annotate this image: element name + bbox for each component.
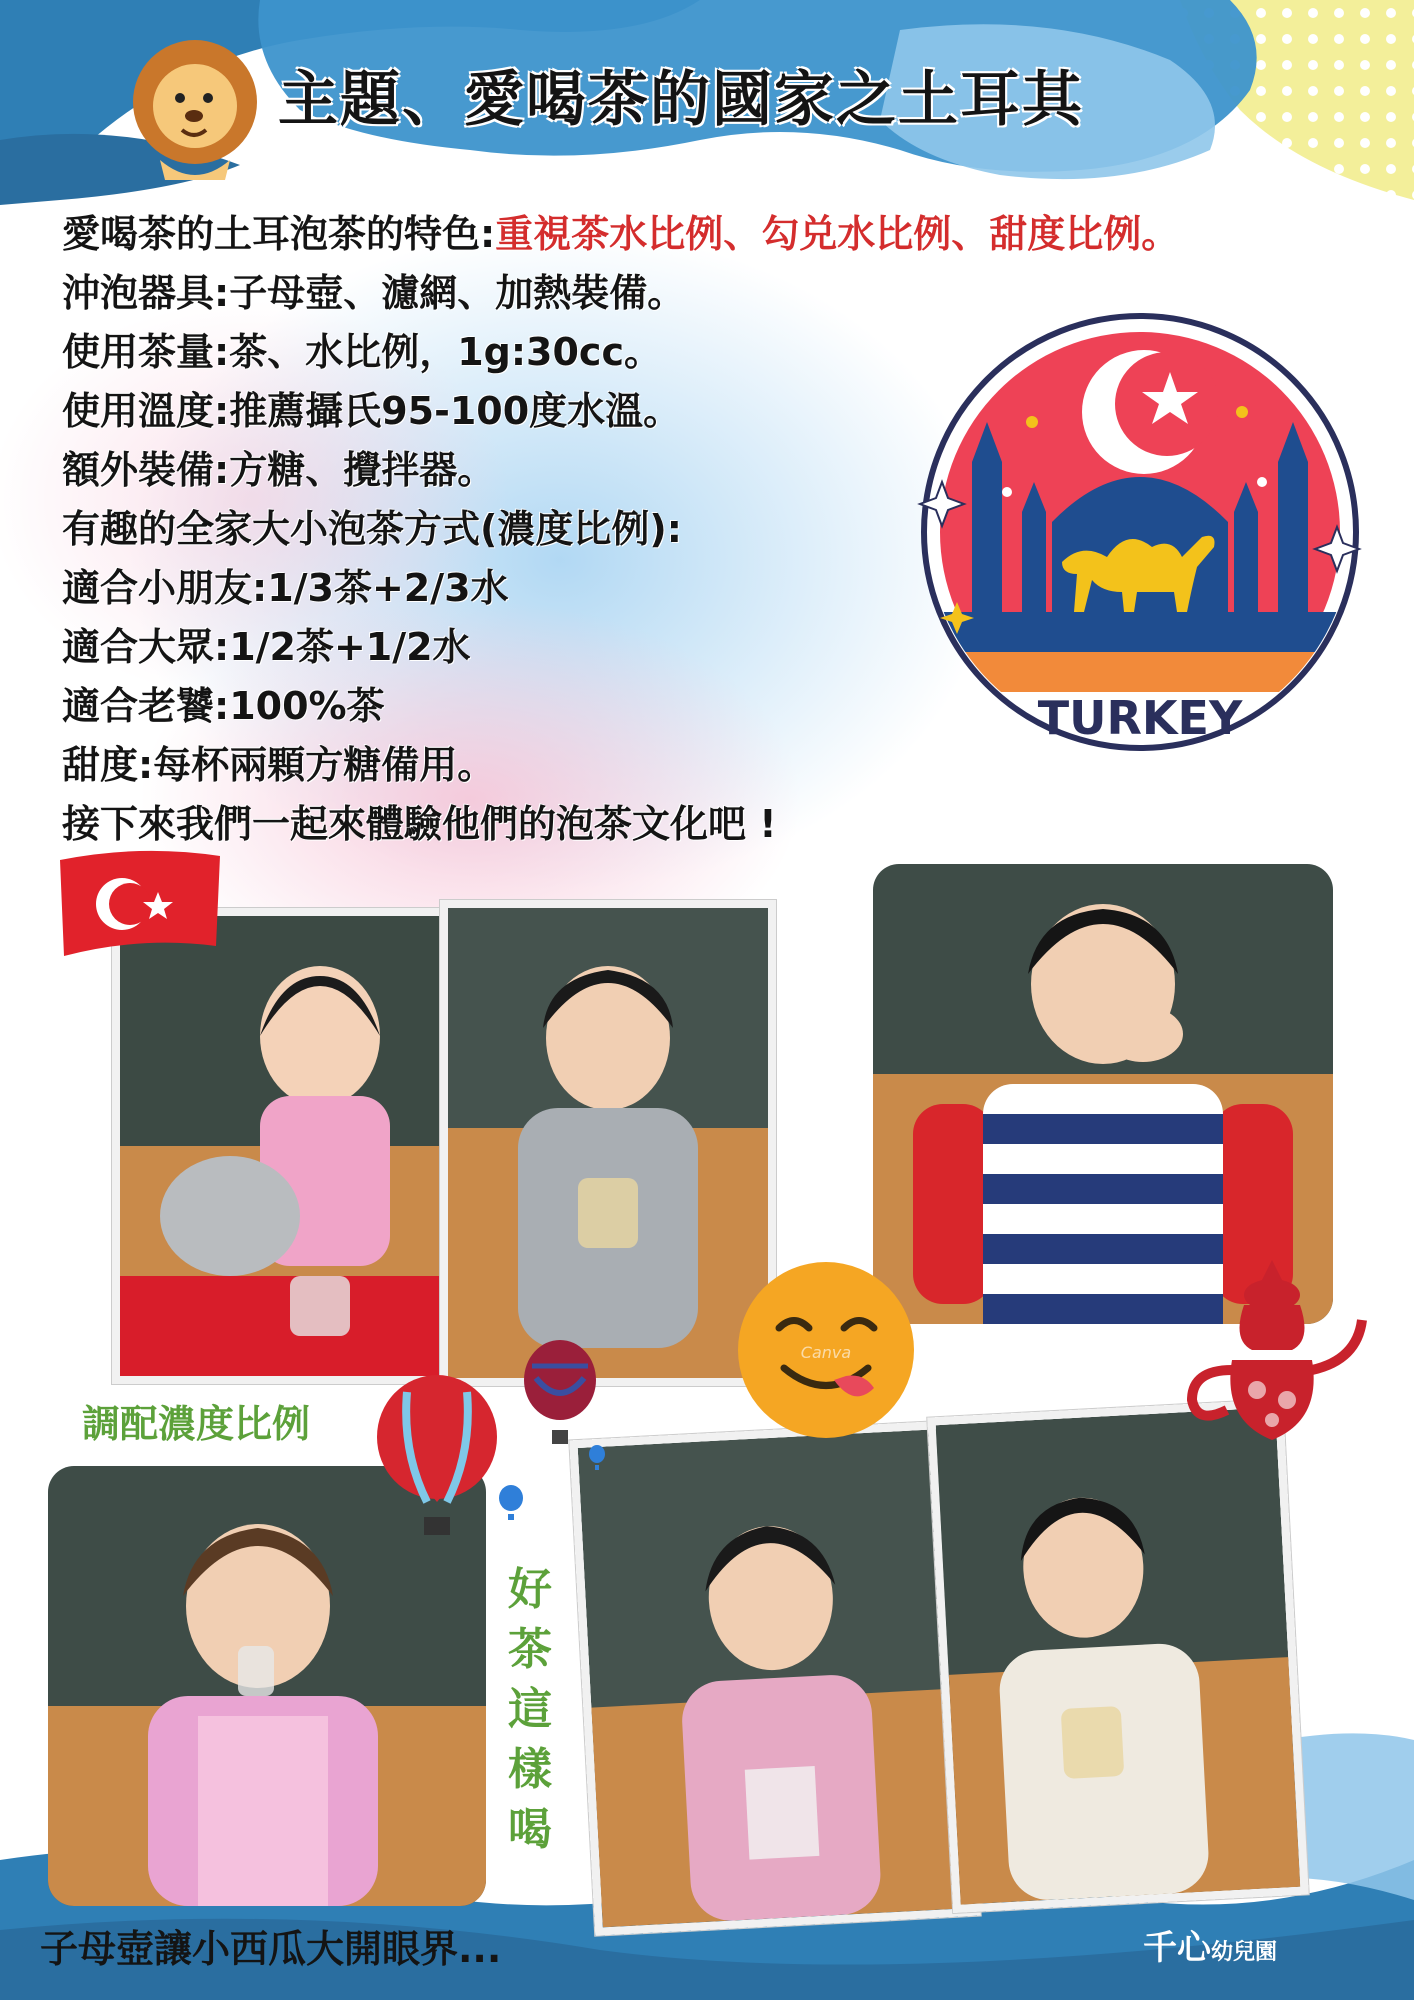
feature-label: 愛喝茶的土耳泡茶的特色: xyxy=(62,212,496,256)
photo-boy-holding-cup xyxy=(440,900,776,1386)
teapot-icon xyxy=(1172,1250,1372,1450)
page-title: 主題、愛喝茶的國家之土耳其 xyxy=(278,65,1084,135)
vertical-char: 茶 xyxy=(508,1624,552,1675)
vertical-char: 樣 xyxy=(508,1744,552,1795)
logo-small: 幼兒園 xyxy=(1211,1940,1278,1965)
feature-highlight: 重視茶水比例、勾兑水比例、甜度比例 xyxy=(495,212,1142,256)
turkey-flag-icon xyxy=(60,848,220,958)
info-line: 沖泡器具:子母壺、濾網、加熱裝備。 xyxy=(62,271,686,315)
caption-vertical xyxy=(500,1560,560,1860)
vertical-char: 這 xyxy=(508,1684,552,1735)
info-line: 使用溫度:推薦攝氏95-100度水溫。 xyxy=(62,389,682,433)
smiley-tongue-icon xyxy=(734,1258,918,1442)
hot-air-balloon-icon xyxy=(372,1372,502,1542)
photo-girl-with-cup xyxy=(569,1420,980,1936)
tiny-balloon-icon xyxy=(498,1484,524,1524)
canva-watermark: Canva xyxy=(800,1343,852,1362)
photo-girl-pouring xyxy=(112,908,458,1384)
logo-main: 千心 xyxy=(1143,1928,1211,1968)
info-line: 甜度:每杯兩顆方糖備用。 xyxy=(62,743,496,787)
bottom-caption: 子母壺讓小西瓜大開眼界... xyxy=(40,1927,502,1971)
info-line: 適合小朋友:1/3茶+2/3水 xyxy=(62,566,509,610)
tiny-balloon-icon xyxy=(588,1444,606,1472)
info-line: 有趣的全家大小泡茶方式(濃度比例): xyxy=(62,507,682,551)
photo-boy-with-cup xyxy=(927,1399,1308,1913)
feature-line xyxy=(62,205,1179,264)
info-line: 額外裝備:方糖、攪拌器。 xyxy=(62,448,496,492)
turkey-badge-icon xyxy=(912,312,1368,752)
info-line: 接下來我們一起來體驗他們的泡茶文化吧 ! xyxy=(62,802,777,846)
info-line: 適合老饕:100%茶 xyxy=(62,684,385,728)
info-line: 使用茶量:茶、水比例，1g:30cc。 xyxy=(62,330,662,374)
school-logo xyxy=(1143,1920,1277,1969)
vertical-char: 好 xyxy=(508,1564,552,1615)
badge-label: TURKEY xyxy=(1037,691,1243,745)
feature-end: 。 xyxy=(1141,212,1180,256)
caption-mixing-ratio: 調配濃度比例 xyxy=(82,1402,311,1446)
vertical-char: 喝 xyxy=(508,1804,552,1855)
lion-mascot-icon xyxy=(120,30,270,190)
info-line: 適合大眾:1/2茶+1/2水 xyxy=(62,625,471,669)
small-balloon-icon xyxy=(520,1338,600,1453)
